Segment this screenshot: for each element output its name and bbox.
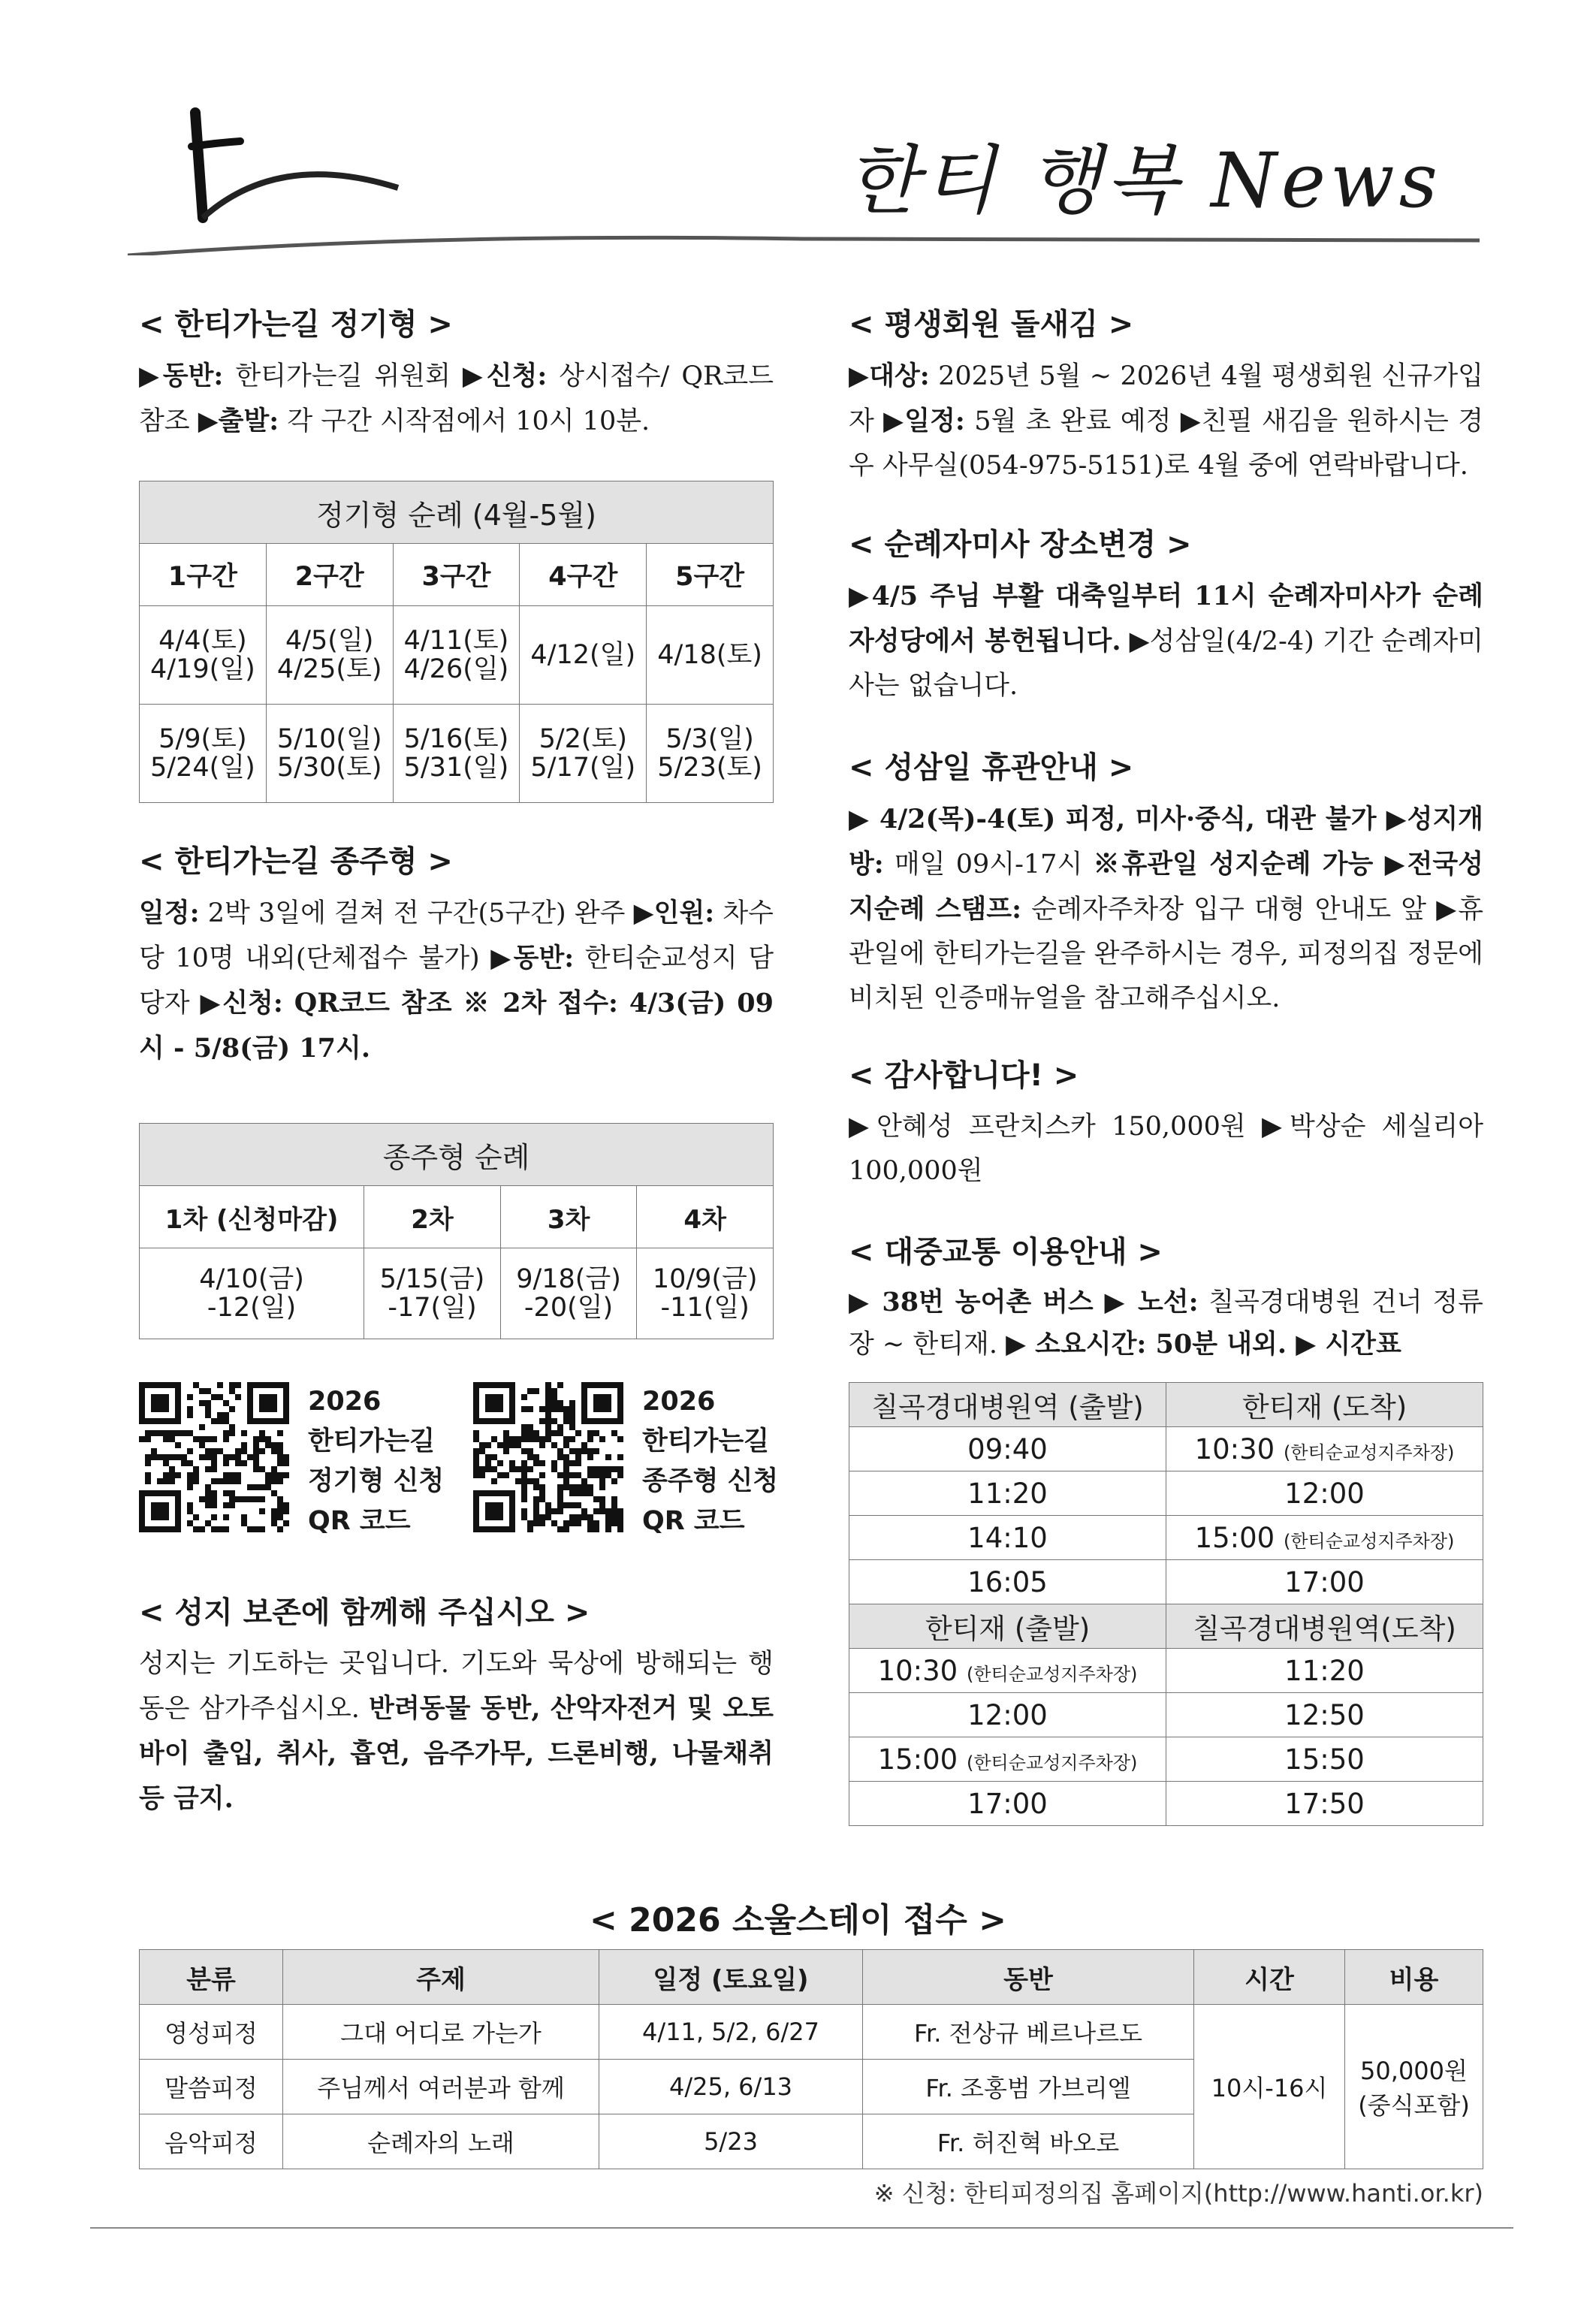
section-title: < 감사합니다! > [849, 1058, 1079, 1093]
section-closure [849, 744, 1483, 1021]
section-title: < 평생회원 돌새김 > [849, 307, 1134, 342]
section-title: < 성삼일 휴관안내 > [849, 750, 1134, 785]
table-row [849, 1649, 1483, 1693]
section-title: < 성지 보존에 함께해 주십시오 > [139, 1595, 590, 1630]
column-header: 한티재 (출발) [849, 1604, 1166, 1649]
section-title: < 대중교통 이용안내 > [849, 1235, 1163, 1269]
column-header: 4구간 [520, 544, 647, 606]
table-cell: 9/18(금) -20(일) [500, 1248, 637, 1339]
newsletter-title: 한티 행복 News [846, 137, 1442, 225]
section-text: ▶동반: 한티가는길 위원회 ▶신청: 상시접수/ QR코드 참조 ▶출발: 각 구간 시작점에서 10시 10분. [139, 361, 774, 436]
table-cell: 4/18(토) [647, 606, 774, 705]
column-header: 4차 [637, 1186, 774, 1248]
table-cell: 4/25, 6/13 [599, 2060, 863, 2114]
column-header: 일정 (토요일) [599, 1950, 863, 2005]
qr-full-route [473, 1382, 789, 1540]
table-cell: 5/9(토) 5/24(일) [140, 705, 267, 803]
qr-code-icon[interactable] [473, 1382, 623, 1532]
table-row [140, 2005, 1483, 2060]
table-cell: 11:20 [849, 1471, 1166, 1516]
column-header: 2구간 [266, 544, 393, 606]
table-cell: 10/9(금) -11(일) [637, 1248, 774, 1339]
bus-timetable [849, 1382, 1483, 1826]
table-cell: 50,000원 (중식포함) [1345, 2005, 1483, 2169]
table-cell: 12:50 [1166, 1693, 1483, 1737]
column-header: 동반 [863, 1950, 1194, 2005]
table-caption: 종주형 순례 [140, 1124, 774, 1186]
table-row [140, 705, 774, 803]
column-header: 3차 [500, 1186, 637, 1248]
table-cell: Fr. 조홍범 가브리엘 [863, 2060, 1194, 2114]
section-text: ▶4/5 주님 부활 대축일부터 11시 순례자미사가 순례자성당에서 봉헌됩니다. ▶성삼일(4/2-4) 기간 순례자미사는 없습니다. [849, 581, 1483, 701]
section-title: < 순례자미사 장소변경 > [849, 527, 1192, 562]
section-text: 일정: 2박 3일에 걸쳐 전 구간(5구간) 완주 ▶인원: 차수당 10명 내외(단체접수 불가) ▶동반: 한티순교성지 담당자 ▶신청: QR코드 참조 ※ 2차 접수: 4/3(금) 09시 - 5/8(금) 17시. [139, 898, 774, 1064]
table-cell: 5/3(일) 5/23(토) [647, 705, 774, 803]
table-cell: 11:20 [1166, 1649, 1483, 1693]
table-cell: 12:00 [1166, 1471, 1483, 1516]
table-cell: 15:00 (한티순교성지주차장) [1166, 1516, 1483, 1560]
table-cell: 4/5(일) 4/25(토) [266, 606, 393, 705]
column-header: 5구간 [647, 544, 774, 606]
column-header: 한티재 (도착) [1166, 1383, 1483, 1427]
qr-label: 2026 한티가는길 정기형 신청 QR 코드 [308, 1387, 445, 1536]
soulstay-title: < 2026 소울스테이 접수 > [590, 1901, 1006, 1939]
column-header: 칠곡경대병원역(도착) [1166, 1604, 1483, 1649]
table-cell: 음악피정 [140, 2114, 283, 2169]
table-row [849, 1427, 1483, 1471]
column-header: 1구간 [140, 544, 267, 606]
table-caption: 정기형 순례 (4월-5월) [140, 481, 774, 544]
column-header: 비용 [1345, 1950, 1483, 2005]
table-cell: 4/4(토) 4/19(일) [140, 606, 267, 705]
table-row [849, 1737, 1483, 1782]
table-cell: Fr. 허진혁 바오로 [863, 2114, 1194, 2169]
table-row [140, 606, 774, 705]
table-cell: 5/16(토) 5/31(일) [393, 705, 520, 803]
section-title: < 한티가는길 종주형 > [139, 844, 453, 879]
table-cell: 16:05 [849, 1560, 1166, 1604]
section-text: ▶ 4/2(목)-4(토) 피정, 미사·중식, 대관 불가 ▶성지개방: 매일 09시-17시 ※휴관일 성지순례 가능 ▶전국성지순례 스탬프: 순례자주차장 입구 대형 안내도 앞 ▶휴관일에 한티가는길을 완주하시는 경우, 피정의집 정문에 비치된 인증매뉴얼을 참고해주십시오. [849, 804, 1484, 1013]
table-cell: 14:10 [849, 1516, 1166, 1560]
section-text: ▶대상: 2025년 5월 ~ 2026년 4월 평생회원 신규가입자 ▶일정: 5월 초 완료 예정 ▶친필 새김을 원하시는 경우 사무실(054-975-5151)로 4월 중에 연락바랍니다. [849, 361, 1484, 481]
table-cell: 5/23 [599, 2114, 863, 2169]
table-row [849, 1782, 1483, 1826]
table-cell: 17:00 [1166, 1560, 1483, 1604]
section-text: 성지는 기도하는 곳입니다. 기도와 묵상에 방해되는 행동은 삼가주십시오. 반려동물 동반, 산악자전거 및 오토바이 출입, 취사, 흡연, 음주가무, 드론비행, 나물채취 등 금지. [139, 1649, 774, 1814]
section-transit [849, 1228, 1483, 1366]
column-header: 시간 [1194, 1950, 1345, 2005]
table-cell: 10:30 (한티순교성지주차장) [1166, 1427, 1483, 1471]
regular-schedule-table [139, 481, 774, 803]
table-row [849, 1560, 1483, 1604]
table-cell: 4/11(토) 4/26(일) [393, 606, 520, 705]
column-header: 주제 [283, 1950, 599, 2005]
section-regular [139, 300, 774, 444]
table-cell: 4/12(일) [520, 606, 647, 705]
table-cell: 15:00 (한티순교성지주차장) [849, 1737, 1166, 1782]
column-header: 3구간 [393, 544, 520, 606]
table-cell: 영성피정 [140, 2005, 283, 2060]
table-cell: 5/2(토) 5/17(일) [520, 705, 647, 803]
table-cell: 09:40 [849, 1427, 1166, 1471]
table-cell: 말씀피정 [140, 2060, 283, 2114]
table-cell: 12:00 [849, 1693, 1166, 1737]
table-row [849, 1693, 1483, 1737]
column-header: 칠곡경대병원역 (출발) [849, 1383, 1166, 1427]
divider [90, 2227, 1513, 2229]
section-title: < 한티가는길 정기형 > [139, 307, 453, 342]
section-full-route [139, 838, 774, 1071]
table-cell: 17:50 [1166, 1782, 1483, 1826]
soulstay-table [139, 1949, 1483, 2169]
table-cell: 4/11, 5/2, 6/27 [599, 2005, 863, 2060]
table-row [849, 1516, 1483, 1560]
section-preservation [139, 1589, 774, 1822]
table-cell: 5/10(일) 5/30(토) [266, 705, 393, 803]
section-text: ▶ 38번 농어촌 버스 ▶ 노선: 칠곡경대병원 건너 정류장 ~ 한티재. ▶ 소요시간: 50분 내외. ▶ 시간표 [849, 1287, 1483, 1360]
table-cell: 4/10(금) -12(일) [140, 1248, 364, 1339]
page-header [128, 105, 1480, 255]
table-cell: 그대 어디로 가는가 [283, 2005, 599, 2060]
table-cell: 5/15(금) -17(일) [364, 1248, 501, 1339]
table-cell: 10:30 (한티순교성지주차장) [849, 1649, 1166, 1693]
section-text: ▶안혜성 프란치스카 150,000원 ▶박상순 세실리아 100,000원 [849, 1112, 1483, 1186]
table-cell: 15:50 [1166, 1737, 1483, 1782]
section-lifetime-member [849, 300, 1483, 488]
section-thanks [849, 1052, 1483, 1194]
table-cell: 10시-16시 [1194, 2005, 1345, 2169]
application-note[interactable]: ※ 신청: 한티피정의집 홈페이지(http://www.hanti.or.kr) [873, 2179, 1483, 2208]
column-header: 2차 [364, 1186, 501, 1248]
column-header: 1차 (신청마감) [140, 1186, 364, 1248]
table-row [140, 1248, 774, 1339]
table-cell: Fr. 전상규 베르나르도 [863, 2005, 1194, 2060]
qr-code-icon[interactable] [139, 1382, 289, 1532]
qr-regular [139, 1382, 454, 1540]
table-cell: 주님께서 여러분과 함께 [283, 2060, 599, 2114]
table-cell: 17:00 [849, 1782, 1166, 1826]
table-cell: 순례자의 노래 [283, 2114, 599, 2169]
column-header: 분류 [140, 1950, 283, 2005]
qr-label: 2026 한티가는길 종주형 신청 QR 코드 [642, 1387, 779, 1536]
section-mass-location [849, 521, 1483, 708]
full-route-table [139, 1123, 774, 1339]
table-row [849, 1471, 1483, 1516]
